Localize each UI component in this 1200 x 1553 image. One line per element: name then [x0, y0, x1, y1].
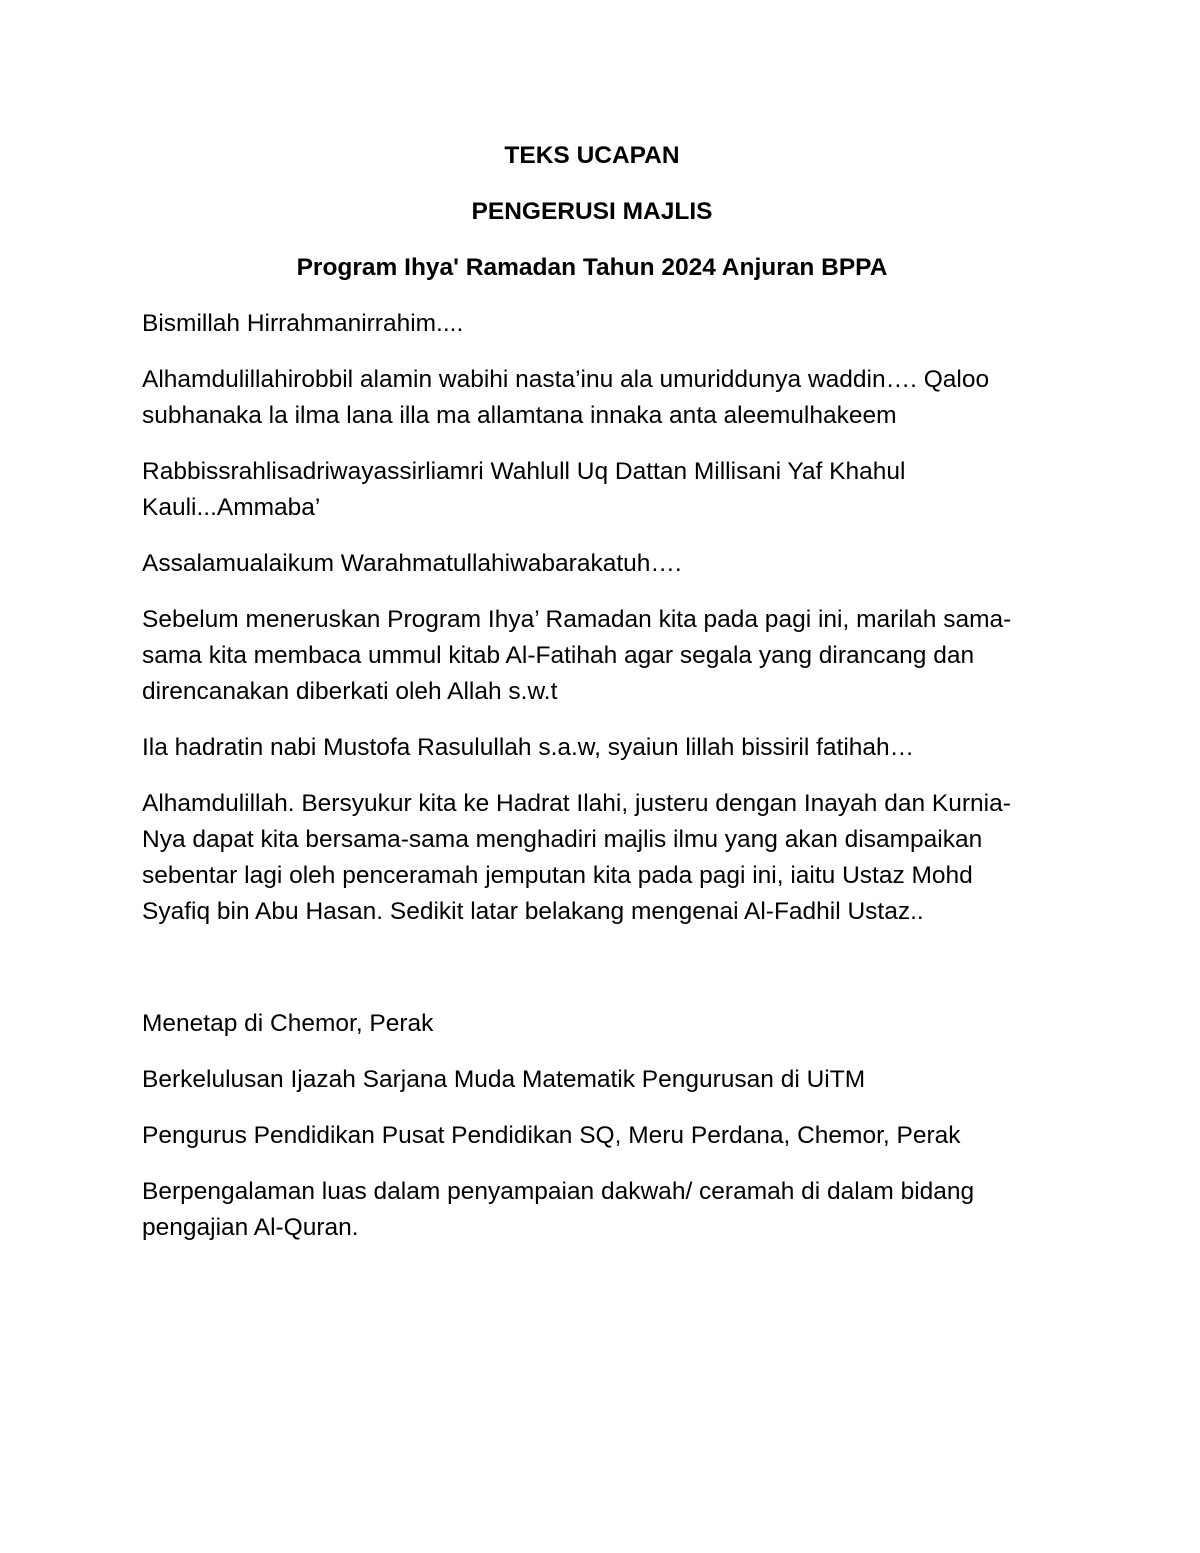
document-title: TEKS UCAPAN	[504, 142, 680, 169]
blank-line	[142, 950, 1042, 1006]
background-item: Berpengalaman luas dalam penyampaian dakwah/ ceramah di dalam bidang pengajian Al-Quran.	[142, 1178, 975, 1241]
paragraph-alhamdulillah: Alhamdulillahirobbil alamin wabihi nasta’inu ala umuriddunya waddin…. Qaloo subhanaka la ilma lana illa ma allamtana innaka anta aleemulhakeem	[142, 366, 990, 429]
paragraph-fatihah: Ila hadratin nabi Mustofa Rasulullah s.a.w, syaiun lillah bissiril fatihah…	[142, 734, 915, 761]
background-item: Pengurus Pendidikan Pusat Pendidikan SQ, Meru Perdana, Chemor, Perak	[142, 1122, 961, 1149]
paragraph-salam: Assalamualaikum Warahmatullahiwabarakatuh….	[142, 550, 682, 577]
paragraph-fatihah-intro: Sebelum meneruskan Program Ihya’ Ramadan kita pada pagi ini, marilah sama-sama kita membaca ummul kitab Al-Fatihah agar segala yang dirancang dan direncanakan diberkati oleh Allah s.w.t	[142, 606, 1012, 705]
document-subtitle: PENGERUSI MAJLIS	[471, 198, 713, 225]
program-title: Program Ihya' Ramadan Tahun 2024 Anjuran BPPA	[296, 254, 888, 281]
paragraph-bismillah: Bismillah Hirrahmanirrahim....	[142, 310, 464, 337]
background-item: Berkelulusan Ijazah Sarjana Muda Matematik Pengurusan di UiTM	[142, 1066, 866, 1093]
background-item: Menetap di Chemor, Perak	[142, 1010, 434, 1037]
paragraph-rabbissrah: Rabbissrahlisadriwayassirliamri Wahlull Uq Dattan Millisani Yaf Khahul Kauli...Ammaba’	[142, 458, 906, 521]
document-page	[142, 138, 1042, 1266]
paragraph-speaker-intro: Alhamdulillah. Bersyukur kita ke Hadrat Ilahi, justeru dengan Inayah dan Kurnia-Nya dapat kita bersama-sama menghadiri majlis ilmu yang akan disampaikan sebentar lagi oleh penceramah jemputan kita pada pagi ini, iaitu Ustaz Mohd Syafiq bin Abu Hasan. Sedikit latar belakang mengenai Al-Fadhil Ustaz..	[142, 790, 1011, 925]
